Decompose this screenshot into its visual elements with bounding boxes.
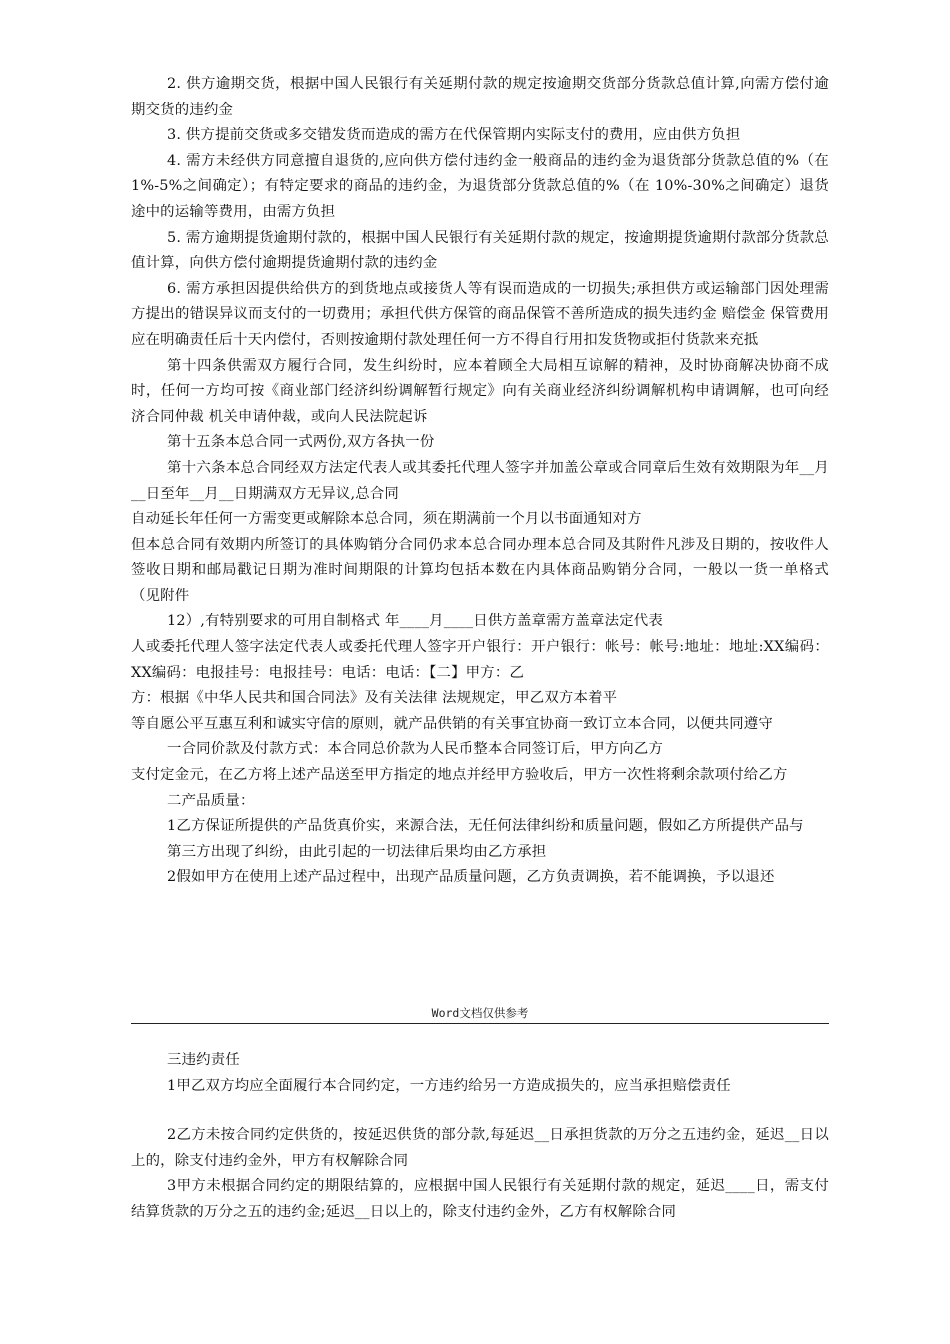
paragraph: 12）,有特别要求的可用自制格式 年____月____日供方盖章需方盖章法定代表 [167,613,663,630]
paragraph: 第十四条供需双方履行合同，发生纠纷时，应本着顾全大局相互谅解的精神，及时协商解决协商不成时，任何一方均可按《商业部门经济纠纷调解暂行规定》向有关商业经济纠纷调解机构申请调解，也可向经济合同仲裁 机关申请仲裁，或向人民法院起诉 [131,357,829,425]
paragraph: 6. 需方承担因提供给供方的到货地点或接货人等有误而造成的一切损失;承担供方或运输部门因处理需方提出的错误异议而支付的一切费用；承担代供方保管的商品保管不善所造成的损失违约金 赔偿金 保管费用应在明确责任后十天内偿付，否则按逾期付款处理任何一方不得自行用扣发货物或拒付货款来充抵 [131,280,829,348]
contract-body-bottom [131,1048,829,1226]
paragraph: 5. 需方逾期提货逾期付款的，根据中国人民银行有关延期付款的规定，按逾期提货逾期付款部分货款总值计算，向供方偿付逾期提货逾期付款的违约金 [131,229,829,272]
paragraph: 人或委托代理人签字法定代表人或委托代理人签字开户银行：开户银行：帐号：帐号:地址：地址:XX编码：XX编码：电报挂号：电报挂号：电话：电话：【二】甲方：乙 [131,639,829,681]
paragraph: 二产品质量： [167,792,255,809]
section-heading: 三违约责任 [167,1052,240,1068]
paragraph: 1甲乙双方均应全面履行本合同约定，一方违约给另一方造成损失的，应当承担赔偿责任 [167,1077,731,1094]
footer-text: Word文档仅供参考 [431,1006,529,1020]
paragraph: 自动延长年任何一方需变更或解除本总合同，须在期满前一个月以书面通知对方 [131,511,642,528]
paragraph: 第三方出现了纠纷，由此引起的一切法律后果均由乙方承担 [167,843,547,860]
paragraph: 等自愿公平互惠互利和诚实守信的原则，就产品供销的有关事宜协商一致订立本合同，以便共同遵守 [131,715,773,732]
paragraph: 第十六条本总合同经双方法定代表人或其委托代理人签字并加盖公章或合同章后生效有效期限为年__月__日至年__月__日期满双方无异议,总合同 [131,459,829,502]
paragraph: 一合同价款及付款方式：本合同总价款为人民币整本合同签订后，甲方向乙方 [167,741,664,758]
contract-body-top [131,72,829,891]
paragraph: 1乙方保证所提供的产品货真价实，来源合法，无任何法律纠纷和质量问题，假如乙方所提供产品与 [167,818,804,835]
paragraph: 4. 需方未经供方同意擅自退货的,应向供方偿付违约金一般商品的违约金为退货部分货款总值的%（在 1%-5%之间确定）；有特定要求的商品的违约金，为退货部分货款总值的%（在 10%-30%之间确定）退货途中的运输等费用，由需方负担 [131,152,829,220]
paragraph: 3甲方未根据合同约定的期限结算的，应根据中国人民银行有关延期付款的规定，延迟____日，需支付结算货款的万分之五的违约金;延迟__日以上的，除支付违约金外，乙方有权解除合同 [131,1178,829,1220]
paragraph: 3. 供方提前交货或多交错发货而造成的需方在代保管期内实际支付的费用，应由供方负担 [167,127,741,144]
paragraph: 第十五条本总合同一式两份,双方各执一份 [167,434,435,451]
paragraph: 2. 供方逾期交货，根据中国人民银行有关延期付款的规定按逾期交货部分货款总值计算,向需方偿付逾期交货的违约金 [131,76,829,118]
page-footer [131,1004,829,1024]
paragraph: 但本总合同有效期内所签订的具体购销分合同仍求本总合同办理本总合同及其附件凡涉及日期的，按收件人签收日期和邮局戳记日期为准时间期限的计算均包括本数在内具体商品购销分合同，一般以一货一单格式（见附件 [131,536,829,604]
paragraph: 2乙方未按合同约定供货的，按延迟供货的部分款,每延迟__日承担货款的万分之五违约金，延迟__日以上的，除支付违约金外，甲方有权解除合同 [131,1127,829,1169]
paragraph: 2假如甲方在使用上述产品过程中，出现产品质量问题，乙方负责调换，若不能调换，予以退还 [167,869,775,886]
paragraph: 方：根据《中华人民共和国合同法》及有关法律 法规规定，甲乙双方本着平 [131,690,618,707]
paragraph: 支付定金元，在乙方将上述产品送至甲方指定的地点并经甲方验收后，甲方一次性将剩余款项付给乙方 [131,767,788,784]
